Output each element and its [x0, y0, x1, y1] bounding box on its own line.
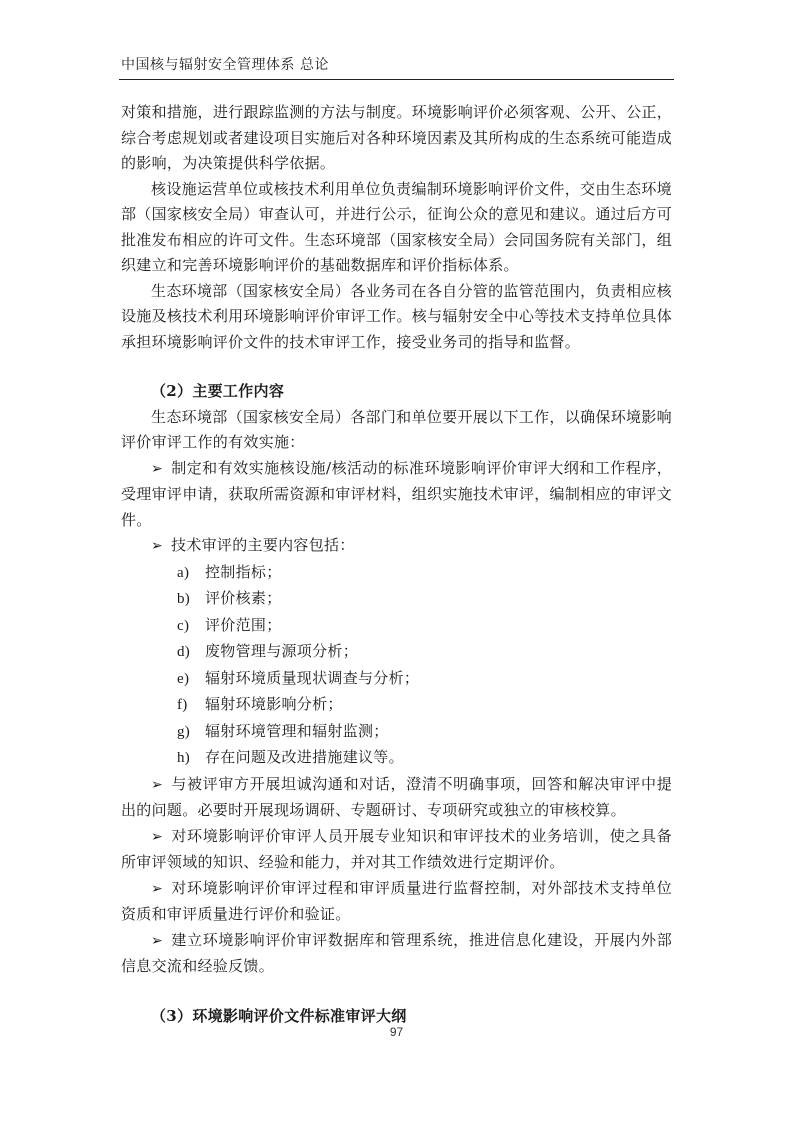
- sub-list-item: [121, 745, 672, 772]
- arrow-bullet-icon: ➢: [151, 776, 164, 793]
- bullet-item: [121, 772, 672, 824]
- bullet-text: 技术审评的主要内容包括：: [171, 536, 355, 554]
- sub-list-item: [121, 586, 672, 613]
- bullet-text: 对环境影响评价审评过程和审评质量进行监督控制，对外部技术支持单位资质和审评质量进行评价和验证。: [121, 878, 672, 923]
- sub-item-text: 评价核素；: [205, 589, 282, 607]
- bullet-item: [121, 876, 672, 928]
- paragraph-continued: 对策和措施，进行跟踪监测的方法与制度。环境影响评价必须客观、公开、公正，综合考虑规划或者建设项目实施后对各种环境因素及其所构成的生态系统可能造成的影响，为决策提供科学依据。: [121, 103, 672, 172]
- sub-list-item: [121, 666, 672, 693]
- section-heading-3: （3）环境影响评价文件标准审评大纲: [151, 1006, 407, 1025]
- page-body: [121, 100, 672, 1029]
- sub-item-marker: e): [177, 670, 190, 687]
- sub-item-marker: a): [177, 564, 190, 581]
- sub-list-item: [121, 639, 672, 666]
- bullet-item: [121, 456, 672, 534]
- arrow-bullet-icon: ➢: [151, 880, 164, 897]
- sub-item-text: 控制指标；: [205, 562, 282, 581]
- bullet-item: [121, 928, 672, 980]
- sub-item-text: 评价范围；: [205, 615, 282, 634]
- sub-item-marker: f): [177, 697, 188, 713]
- sub-item-text: 存在问题及改进措施建议等。: [205, 748, 404, 766]
- sub-list-item: [121, 719, 672, 746]
- section-intro: 生态环境部（国家核安全局）各部门和单位要开展以下工作，以确保环境影响评价审评工作的有效实施：: [121, 407, 672, 451]
- arrow-bullet-icon: ➢: [151, 932, 164, 949]
- paragraph: 核设施运营单位或核技术利用单位负责编制环境影响评价文件，交由生态环境部（国家核安全局）审查认可，并进行公示，征询公众的意见和建议。通过后方可批准发布相应的许可文件。生态环境部（国家核安全局）会同国务院有关部门，组织建立和完善环境影响评价的基础数据库和评价指标体系。: [121, 179, 672, 274]
- page-number: 97: [389, 1025, 404, 1039]
- bullet-text: 与被评审方开展坦诚沟通和对话，澄清不明确事项，回答和解决审评中提出的问题。必要时开展现场调研、专题研讨、专项研究或独立的审核校算。: [121, 774, 672, 819]
- arrow-bullet-icon: ➢: [151, 828, 164, 845]
- header-divider: [119, 79, 674, 80]
- sub-item-marker: g): [177, 723, 191, 740]
- sub-item-marker: d): [177, 644, 191, 660]
- bullet-text: 制定和有效实施核设施/核活动的标准环境影响评价审评大纲和工作程序，受理审评申请，获取所需资源和审评材料，组织实施技术审评，编制相应的审评文件。: [121, 458, 672, 529]
- sub-item-text: 辐射环境管理和辐射监测；: [205, 721, 389, 740]
- sub-list-item: [121, 560, 672, 587]
- bullet-item: [121, 533, 672, 560]
- sub-item-marker: b): [177, 591, 191, 607]
- sub-item-text: 辐射环境质量现状调查与分析；: [205, 668, 420, 687]
- bullet-item: [121, 824, 672, 876]
- running-header: 中国核与辐射安全管理体系 总论: [121, 57, 329, 73]
- sub-list-item: [121, 613, 672, 640]
- bullet-text: 建立环境影响评价审评数据库和管理系统，推进信息化建设，开展内外部信息交流和经验反馈。: [121, 930, 672, 975]
- paragraph: 生态环境部（国家核安全局）各业务司在各自分管的监管范围内，负责相应核设施及核技术利用环境影响评价审评工作。核与辐射安全中心等技术支持单位具体承担环境影响评价文件的技术审评工作，接受业务司的指导和监督。: [121, 281, 672, 351]
- sub-item-marker: h): [177, 750, 191, 766]
- sub-item-text: 废物管理与源项分析；: [205, 642, 359, 660]
- bullet-text: 对环境影响评价审评人员开展专业知识和审评技术的业务培训，使之具备所审评领域的知识、经验和能力，并对其工作绩效进行定期评价。: [121, 826, 672, 871]
- section-heading-2: （2）主要工作内容: [151, 382, 285, 400]
- sub-list-item: [121, 692, 672, 719]
- arrow-bullet-icon: ➢: [151, 460, 164, 477]
- arrow-bullet-icon: ➢: [151, 538, 164, 554]
- sub-item-marker: c): [177, 617, 190, 634]
- sub-item-text: 辐射环境影响分析；: [205, 695, 343, 713]
